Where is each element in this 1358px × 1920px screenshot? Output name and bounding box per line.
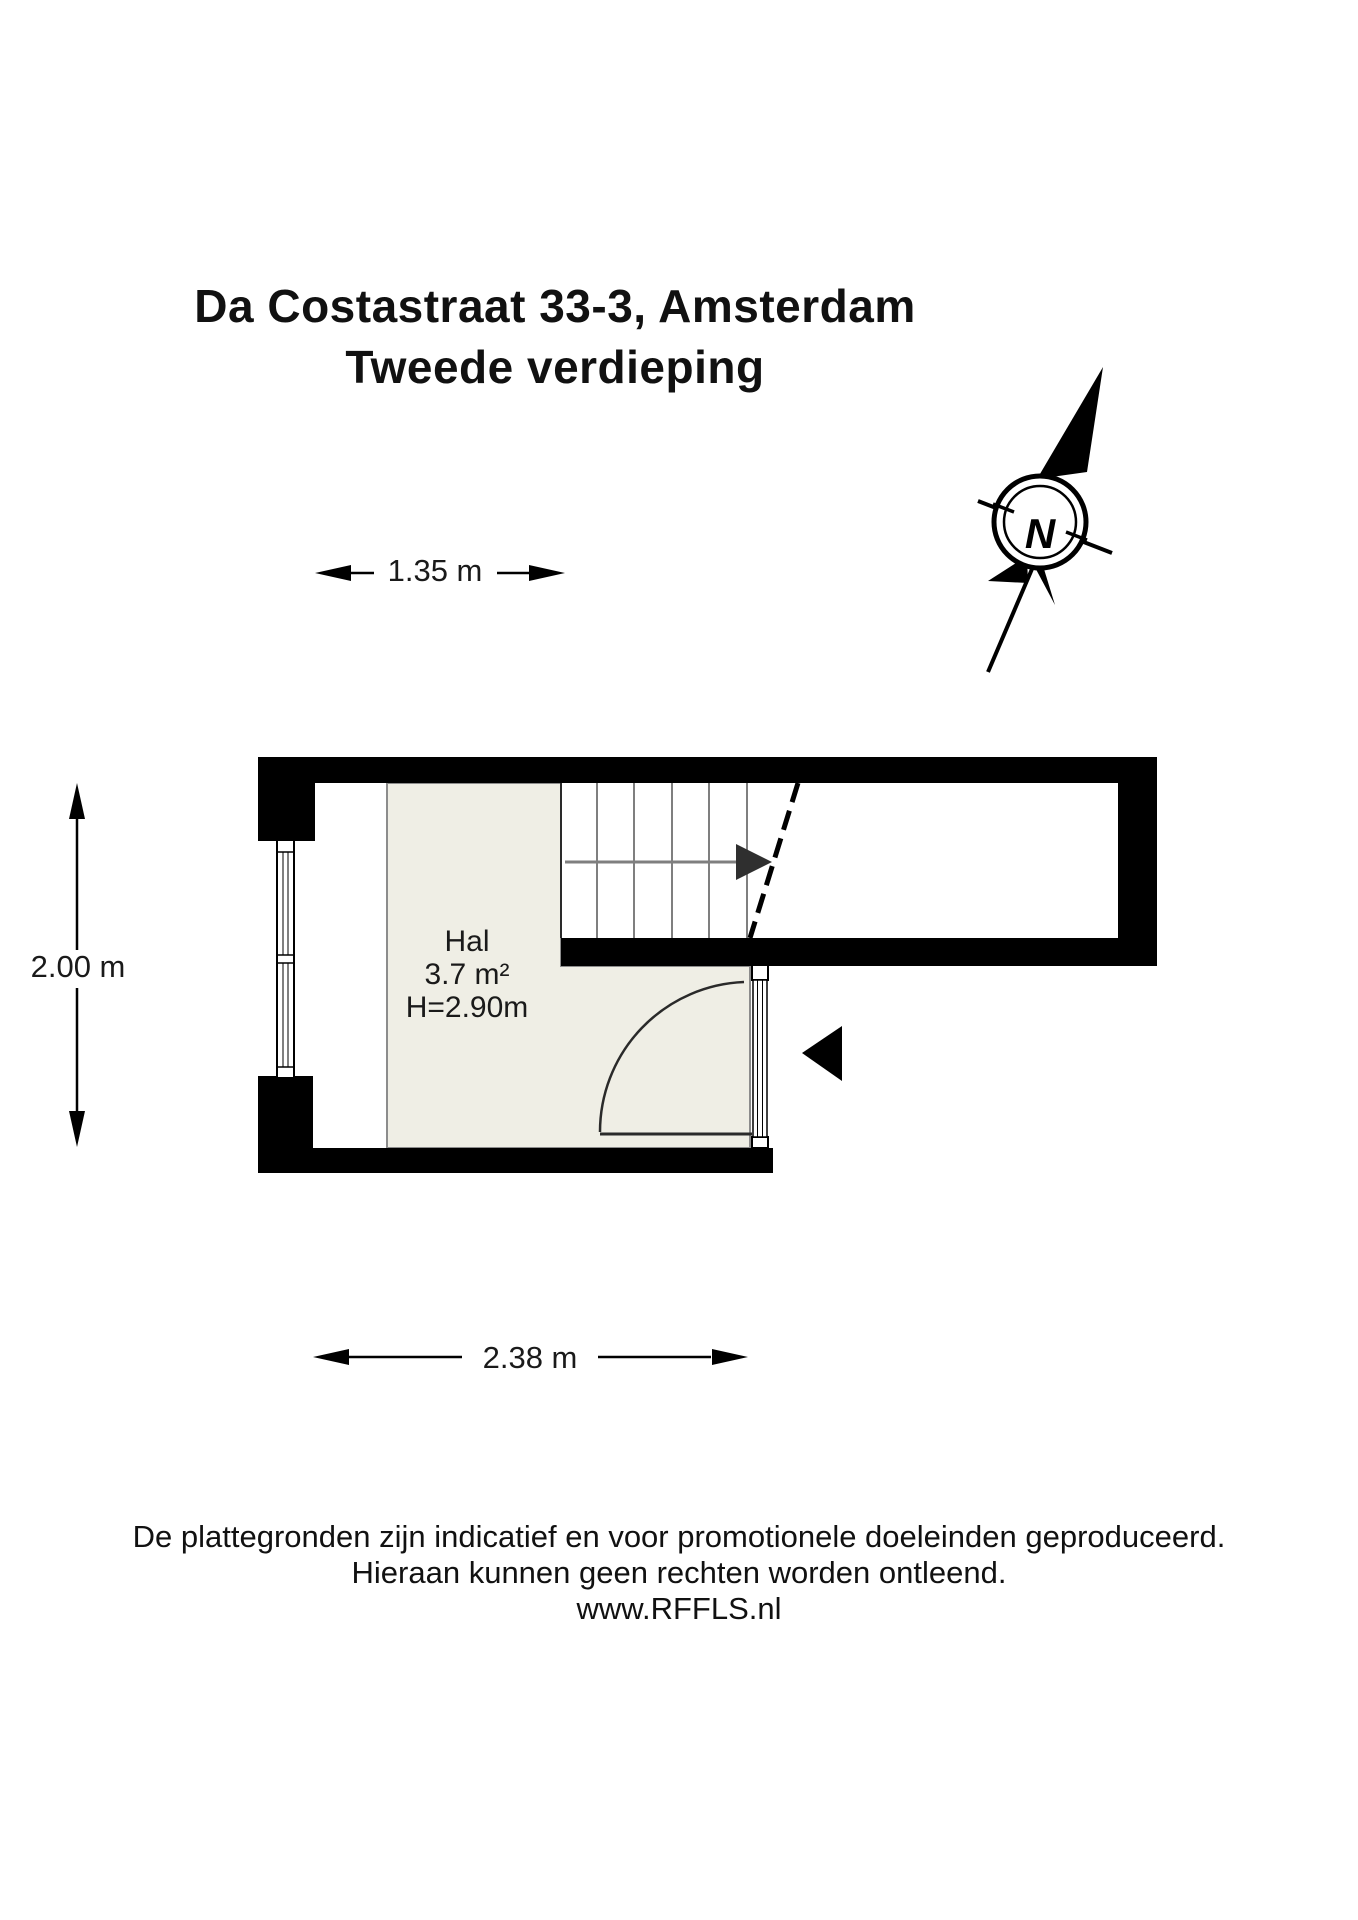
room-name: Hal <box>444 925 490 958</box>
staircase <box>561 783 798 938</box>
floor-subtitle: Tweede verdieping <box>345 341 765 393</box>
dimension-bottom-label: 2.38 m <box>482 1340 578 1375</box>
disclaimer <box>0 1519 1358 1627</box>
room-ceiling-height: H=2.90m <box>405 991 529 1024</box>
room-area: 3.7 m² <box>424 958 510 991</box>
wall-top <box>258 757 1157 783</box>
window <box>277 840 294 1078</box>
wall-right <box>1118 757 1157 966</box>
address-title: Da Costastraat 33-3, Amsterdam <box>194 280 916 332</box>
room-info <box>317 925 617 1024</box>
wall-left-lower <box>258 1076 313 1148</box>
dimension-top-label: 1.35 m <box>387 553 483 588</box>
disclaimer-line1: De plattegronden zijn indicatief en voor promotionele doeleinden geproduceerd. <box>132 1519 1226 1554</box>
north-arrow-icon <box>978 367 1112 672</box>
wall-left-upper <box>258 757 315 841</box>
entrance-arrow-icon <box>802 1026 842 1081</box>
disclaimer-line2: Hieraan kunnen geen rechten worden ontleend. <box>351 1555 1007 1590</box>
wall-stairwell-bottom <box>561 938 1157 966</box>
compass-north-label: N <box>1024 510 1056 558</box>
website-url: www.RFFLS.nl <box>576 1591 782 1626</box>
dimension-left-label: 2.00 m <box>30 949 126 984</box>
wall-bottom <box>258 1148 773 1173</box>
